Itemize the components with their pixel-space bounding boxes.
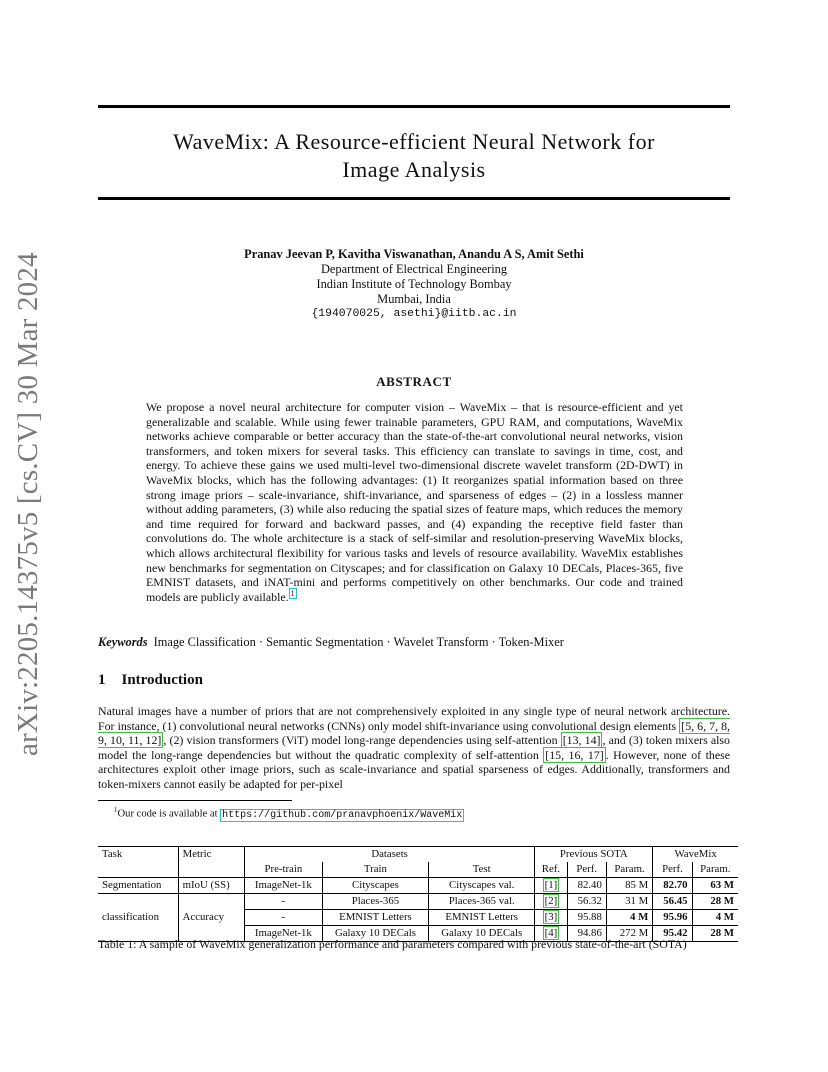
abstract-heading: ABSTRACT bbox=[376, 374, 452, 389]
cell-pretrain: ImageNet-1k bbox=[244, 926, 322, 942]
author-department: Department of Electrical Engineering bbox=[320, 262, 508, 276]
intro-text-2: , (2) vision transformers (ViT) model long-range dependencies using self-attention bbox=[163, 733, 561, 748]
title-rule-top bbox=[98, 105, 730, 108]
header-datasets: Datasets bbox=[244, 847, 534, 863]
author-location: Mumbai, India bbox=[377, 292, 451, 306]
author-institute: Indian Institute of Technology Bombay bbox=[316, 277, 512, 291]
footnote-reference-1[interactable]: 1 bbox=[290, 588, 295, 598]
cell-metric: mIoU (SS) bbox=[178, 878, 244, 894]
cell-wavemix-perf: 95.96 bbox=[653, 910, 692, 926]
table-row bbox=[98, 878, 738, 894]
footnote-url-link[interactable]: https://github.com/pranavphoenix/WaveMix bbox=[222, 809, 463, 821]
header-task: Task bbox=[98, 847, 178, 863]
results-table bbox=[98, 846, 738, 942]
cell-metric bbox=[178, 894, 244, 910]
abstract-body: We propose a novel neural architecture for computer vision – WaveMix – that is resource-efficient and yet generalizable and scalable. While using fewer trainable parameters, GPU RAM, and computations, WaveMix networks achieve comparable or better accuracy than the state-of-the-art convolutional neural networks, vision transformers, and token mixers for several tasks. This efficiency can translate to savings in time, cost, and energy. To achieve these gains we used multi-level two-dimensional discrete wavelet transform (2D-DWT) in WaveMix blocks, which has the following advantages: (1) It reorganizes spatial information based on three strong image priors – scale-invariance, shift-invariance, and sparseness of edges – (2) in a lossless manner without adding parameters, (3) while also reducing the spatial sizes of feature maps, which reduces the memory and time required for forward and backward passes, and (4) expanding the receptive field faster than convolutions do. The whole architecture is a stack of self-similar and resolution-preserving WaveMix blocks, which allows architectural flexibility for various tasks and levels of resource availability. WaveMix establishes new benchmarks for segmentation on Cityscapes; and for classification on Galaxy 10 DECals, Places-365, five EMNIST datasets, and iNAT-mini and performs competitively on other benchmarks. Our code and trained models are publicly available. bbox=[146, 400, 683, 604]
paper-title bbox=[98, 128, 730, 184]
table-header-row-2 bbox=[98, 862, 738, 878]
intro-text-1: Natural images have a number of priors that are not comprehensively exploited in any single type of neural network architecture. For instance, (1) convolutional neural networks (CNNs) only model shift-invariance using convolutional design elements bbox=[98, 704, 730, 733]
footnote-rule bbox=[98, 800, 292, 801]
citation-cnn[interactable]: [5, 6, 7, 8, 9, 10, 11, 12] bbox=[98, 718, 731, 748]
author-block bbox=[98, 247, 730, 322]
section-number: 1 bbox=[98, 672, 106, 688]
cell-pretrain: ImageNet-1k bbox=[244, 878, 322, 894]
cell-train: Galaxy 10 DECals bbox=[322, 926, 428, 942]
header-test: Test bbox=[429, 862, 535, 878]
citation-token-mixers[interactable]: [15, 16, 17] bbox=[545, 747, 604, 762]
header-pretrain: Pre-train bbox=[244, 862, 322, 878]
abstract-text bbox=[146, 400, 683, 604]
title-rule-bottom bbox=[98, 197, 730, 200]
title-line-1: WaveMix: A Resource-efficient Neural Network for bbox=[173, 129, 655, 154]
header-wavemix-param: Param. bbox=[692, 862, 738, 878]
cell-ref bbox=[535, 878, 567, 894]
cell-perf: 95.88 bbox=[567, 910, 606, 926]
cell-param: 4 M bbox=[606, 910, 652, 926]
keywords-text: Image Classification · Semantic Segmentation · Wavelet Transform · Token-Mixer bbox=[153, 635, 564, 649]
cell-train: Places-365 bbox=[322, 894, 428, 910]
header-previous-sota: Previous SOTA bbox=[535, 847, 653, 863]
keywords-label: Keywords bbox=[98, 635, 148, 649]
keywords-line bbox=[98, 635, 738, 650]
introduction-paragraph bbox=[98, 704, 730, 792]
arxiv-identifier-stamp[interactable]: arXiv:2205.14375v5 [cs.CV] 30 Mar 2024 bbox=[12, 252, 44, 756]
intro-text-4: . However, none of these architectures exploit other image priors, such as scale-invariance and spatial sparseness of edges. Additionally, transformers and token-mixers cannot easily be adapted for per-pixel bbox=[98, 747, 731, 791]
cell-pretrain: - bbox=[244, 910, 322, 926]
reference-link[interactable]: [4] bbox=[544, 927, 558, 939]
citation-vit[interactable]: [13, 14] bbox=[562, 733, 601, 748]
cell-pretrain: - bbox=[244, 894, 322, 910]
cell-wavemix-param: 28 M bbox=[692, 894, 738, 910]
cell-task bbox=[98, 894, 178, 910]
title-line-2: Image Analysis bbox=[342, 157, 486, 182]
cell-perf: 56.32 bbox=[567, 894, 606, 910]
cell-test: EMNIST Letters bbox=[429, 910, 535, 926]
author-email[interactable]: {194070025, asethi}@iitb.ac.in bbox=[311, 308, 517, 320]
cell-wavemix-perf: 56.45 bbox=[653, 894, 692, 910]
cell-metric: Accuracy bbox=[178, 910, 244, 926]
table-row bbox=[98, 910, 738, 926]
table-row bbox=[98, 894, 738, 910]
header-ref: Ref. bbox=[535, 862, 567, 878]
cell-test: Places-365 val. bbox=[429, 894, 535, 910]
section-title: Introduction bbox=[121, 672, 203, 688]
cell-param: 272 M bbox=[606, 926, 652, 942]
footnote-mark: 1 bbox=[114, 806, 118, 814]
cell-wavemix-param: 4 M bbox=[692, 910, 738, 926]
cell-perf: 82.40 bbox=[567, 878, 606, 894]
header-wavemix-perf: Perf. bbox=[653, 862, 692, 878]
cell-wavemix-param: 63 M bbox=[692, 878, 738, 894]
cell-train: Cityscapes bbox=[322, 878, 428, 894]
author-names: Pranav Jeevan P, Kavitha Viswanathan, Anandu A S, Amit Sethi bbox=[244, 247, 584, 261]
cell-wavemix-perf: 95.42 bbox=[653, 926, 692, 942]
cell-task: classification bbox=[102, 911, 159, 923]
cell-param: 31 M bbox=[606, 894, 652, 910]
cell-ref bbox=[535, 894, 567, 910]
cell-perf: 94.86 bbox=[567, 926, 606, 942]
header-train: Train bbox=[322, 862, 428, 878]
header-perf: Perf. bbox=[567, 862, 606, 878]
cell-task: Segmentation bbox=[98, 878, 178, 894]
reference-link[interactable]: [3] bbox=[544, 911, 558, 923]
header-param: Param. bbox=[606, 862, 652, 878]
cell-train: EMNIST Letters bbox=[322, 910, 428, 926]
intro-text-3: , and (3) token mixers also model the long-range dependencies but without the quadratic complexity of self-attention bbox=[98, 733, 730, 762]
cell-param: 85 M bbox=[606, 878, 652, 894]
cell-wavemix-perf: 82.70 bbox=[653, 878, 692, 894]
cell-ref bbox=[535, 910, 567, 926]
footnote bbox=[114, 806, 734, 821]
reference-link[interactable]: [2] bbox=[544, 895, 558, 907]
section-heading-introduction bbox=[98, 672, 498, 689]
table-caption: Table 1: A sample of WaveMix generalization performance and parameters compared with previous state-of-the-art (SOTA) bbox=[98, 937, 687, 951]
cell-wavemix-param: 28 M bbox=[692, 926, 738, 942]
header-wavemix: WaveMix bbox=[653, 847, 738, 863]
table-header-row-1 bbox=[98, 847, 738, 863]
cell-test: Galaxy 10 DECals bbox=[429, 926, 535, 942]
cell-test: Cityscapes val. bbox=[429, 878, 535, 894]
header-metric: Metric bbox=[178, 847, 244, 863]
footnote-text: Our code is available at bbox=[117, 808, 221, 820]
reference-link[interactable]: [1] bbox=[544, 879, 558, 891]
